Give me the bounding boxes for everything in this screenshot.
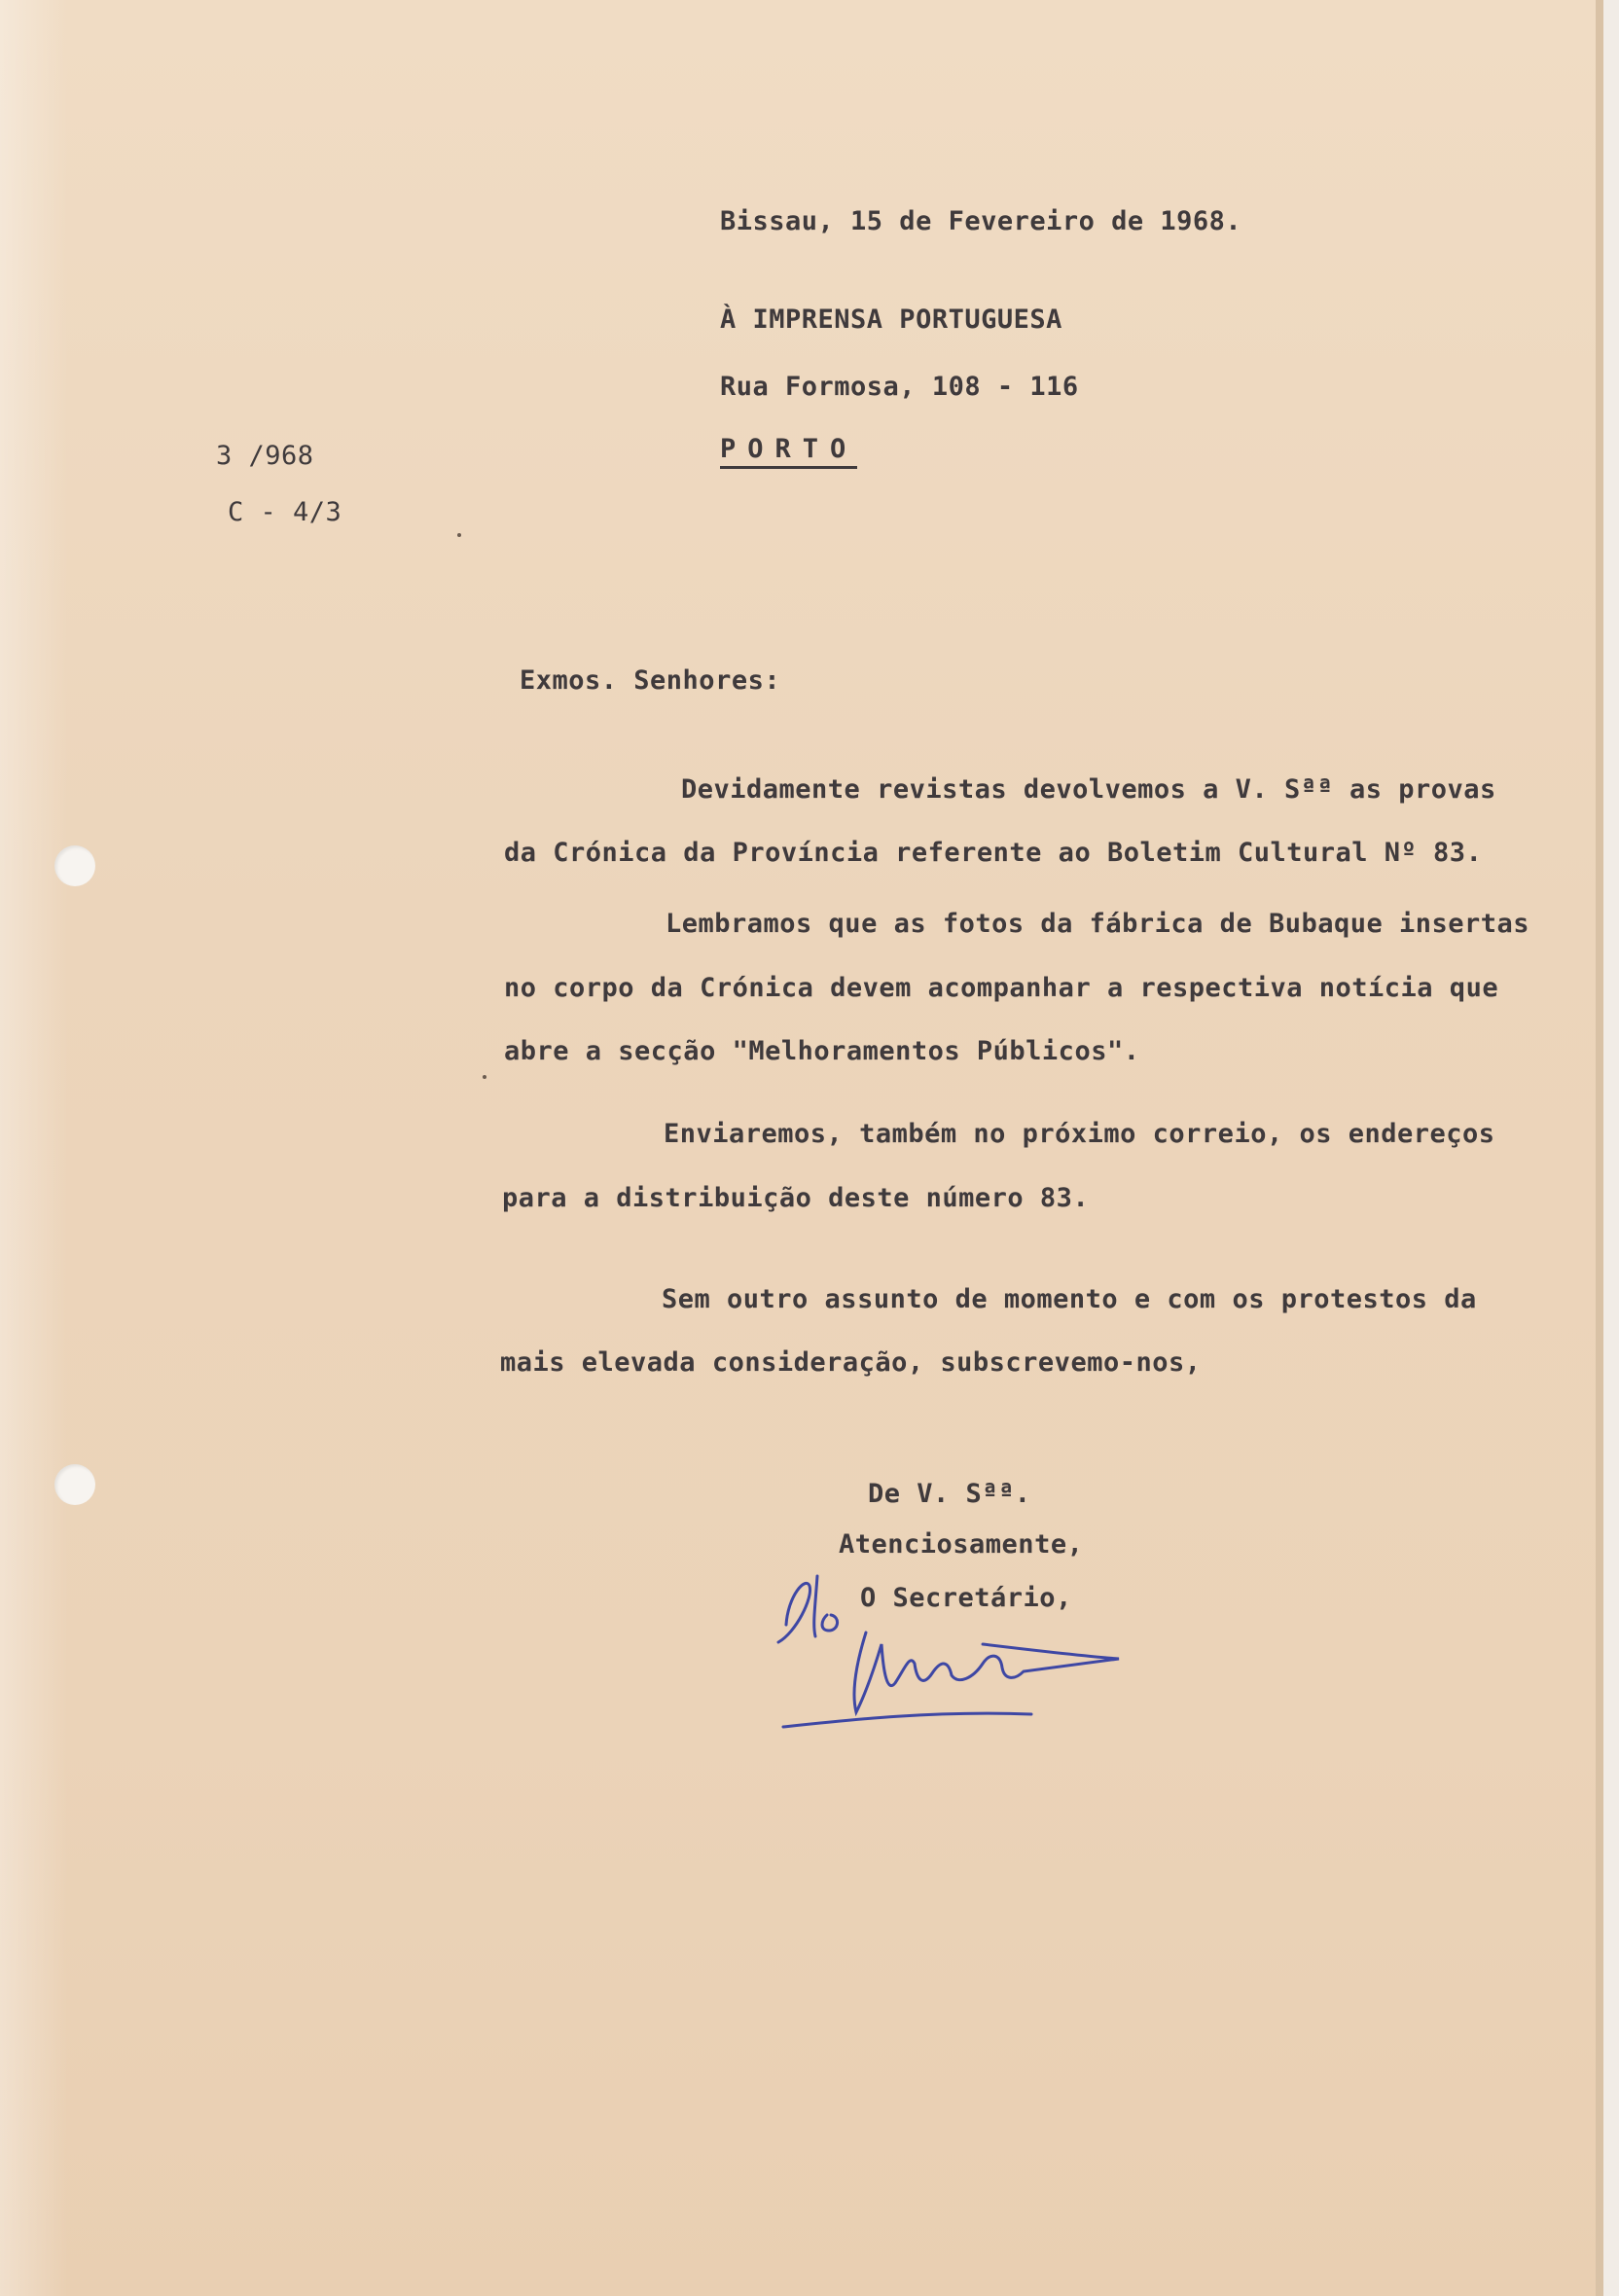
date-line: Bissau, 15 de Fevereiro de 1968. — [720, 206, 1242, 236]
handwritten-signature — [759, 1547, 1148, 1741]
salutation: Exmos. Senhores: — [520, 665, 781, 696]
paper-edge — [1596, 0, 1603, 2296]
punch-hole-bottom — [54, 1464, 95, 1505]
punch-hole-top — [54, 845, 95, 886]
recipient-city: PORTO — [720, 434, 857, 469]
body-line-5: abre a secção "Melhoramentos Públicos". — [504, 1036, 1140, 1066]
paper-speck — [457, 533, 461, 537]
recipient-name: À IMPRENSA PORTUGUESA — [720, 305, 1062, 335]
reference-number: 3 /968 — [216, 441, 314, 471]
closing-line-2: Atenciosamente, — [839, 1529, 1084, 1560]
closing-line-1: De V. Sªª. — [868, 1479, 1031, 1509]
body-line-7: para a distribuição deste número 83. — [502, 1183, 1090, 1213]
reference-code: C - 4/3 — [228, 497, 342, 527]
body-line-8: Sem outro assunto de momento e com os protestos da — [662, 1284, 1477, 1314]
body-line-3: Lembramos que as fotos da fábrica de Bubaque insertas — [666, 909, 1530, 939]
recipient-street: Rua Formosa, 108 - 116 — [720, 372, 1079, 402]
body-line-9: mais elevada consideração, subscrevemo-nos, — [500, 1347, 1202, 1378]
paper-speck — [483, 1075, 486, 1079]
body-line-1: Devidamente revistas devolvemos a V. Sªª as provas — [681, 774, 1496, 805]
body-line-6: Enviaremos, também no próximo correio, os endereços — [664, 1119, 1495, 1149]
body-line-4: no corpo da Crónica devem acompanhar a respectiva notícia que — [504, 973, 1499, 1003]
body-line-2: da Crónica da Província referente ao Boletim Cultural Nº 83. — [504, 838, 1483, 868]
closing-line-3: O Secretário, — [860, 1583, 1072, 1613]
